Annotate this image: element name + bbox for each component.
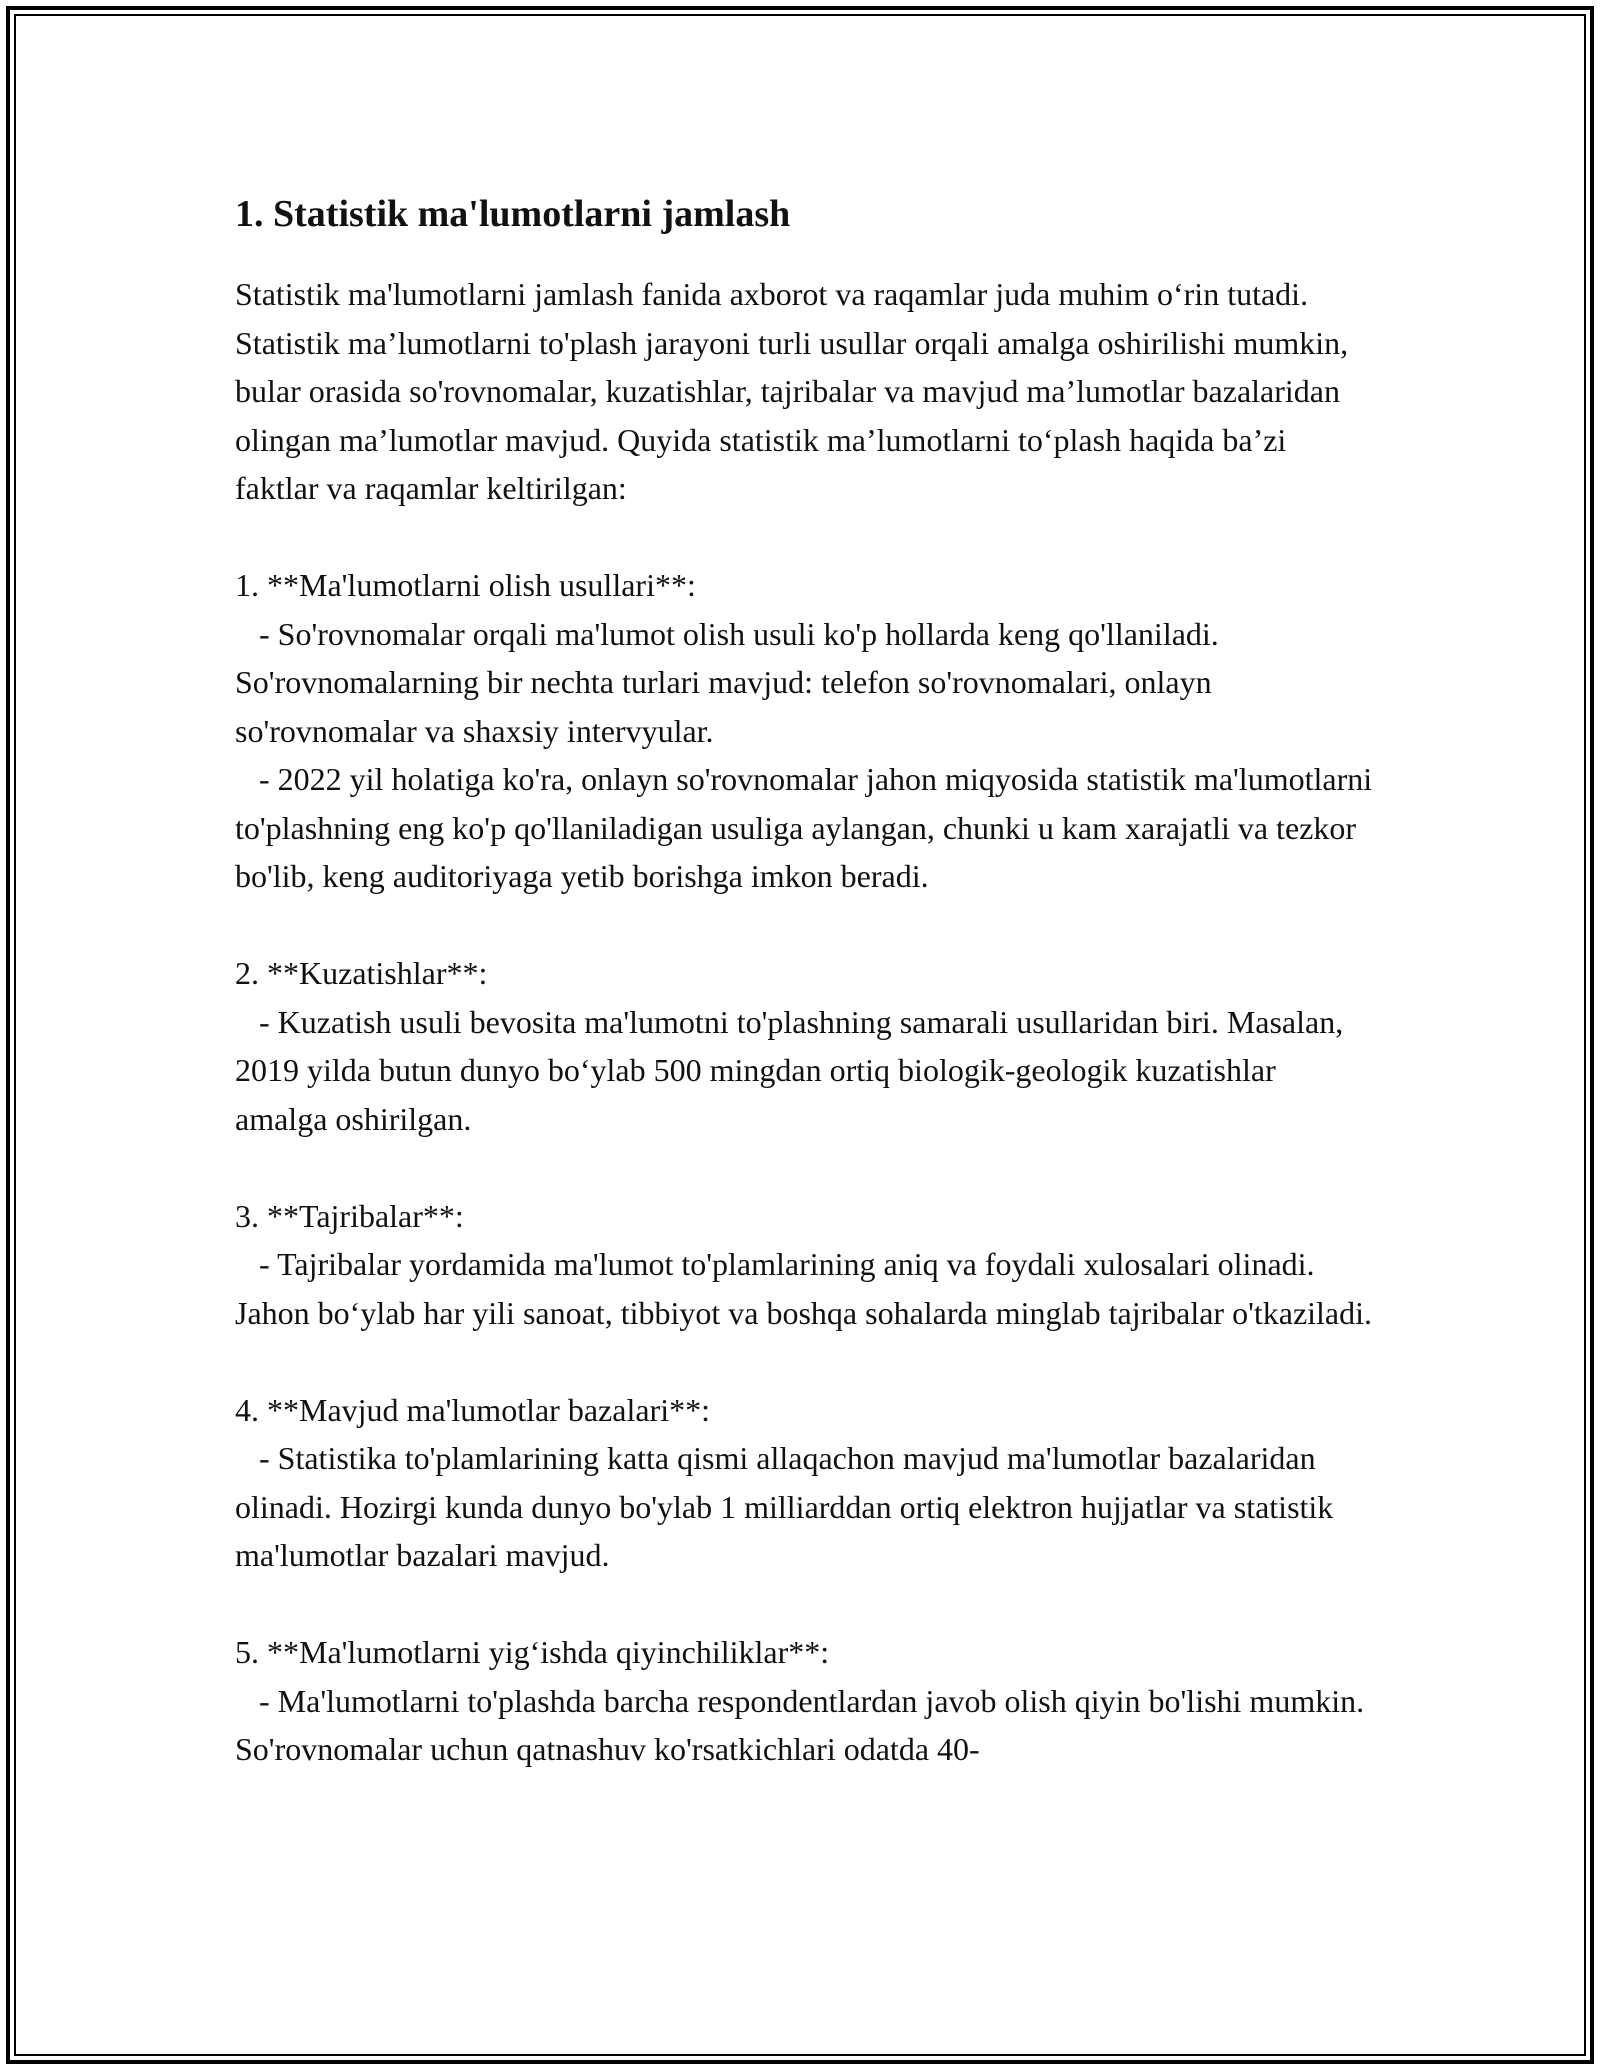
bullet-item: - Statistika to'plamlarining katta qismi allaqachon mavjud ma'lumotlar bazalaridan olinadi. Hozirgi kunda dunyo bo'ylab 1 milliarddan ortiq elektron hujjatlar va statistik ma'lumotlar bazalari mavjud.	[235, 1440, 1342, 1573]
bullet-item: - Tajribalar yordamida ma'lumot to'plamlarining aniq va foydali xulosalari olinadi. Jahon bo‘ylab har yili sanoat, tibbiyot va boshqa sohalarda minglab tajribalar o'tkaziladi.	[235, 1246, 1373, 1331]
section-experiments	[235, 1192, 1375, 1338]
bullet-item: - Ma'lumotlarni to'plashda barcha respondentlardan javob olish qiyin bo'lishi mumkin. So'rovnomalar uchun qatnashuv ko'rsatkichlari odatda 40-	[235, 1682, 1373, 1767]
section-heading: 5. **Ma'lumotlarni yig‘ishda qiyinchiliklar**:	[235, 1634, 830, 1670]
bullet-item: - So'rovnomalar orqali ma'lumot olish usuli ko'p hollarda keng qo'llaniladi. So'rovnomalarning bir nechta turlari mavjud: telefon so'rovnomalari, onlayn so'rovnomalar va shaxsiy intervyular.	[235, 615, 1227, 749]
document-page	[235, 188, 1381, 1774]
bullet-item: - Kuzatish usuli bevosita ma'lumotni to'plashning samarali usullaridan biri. Masalan, 2019 yilda butun dunyo bo‘ylab 500 mingdan ortiq biologik-geologik kuzatishlar amalga oshirilgan.	[235, 1003, 1352, 1137]
section-difficulties	[235, 1628, 1375, 1774]
section-heading: 2. **Kuzatishlar**:	[235, 955, 488, 991]
spacer	[235, 1143, 1375, 1192]
spacer	[235, 901, 1375, 950]
bullet-item: - 2022 yil holatiga ko'ra, onlayn so'rovnomalar jahon miqyosida statistik ma'lumotlarni to'plashning eng ko'p qo'llaniladigan usuliga aylangan, chunki u kam xarajatli va tezkor bo'lib, keng auditoriyaga yetib borishga imkon beradi.	[235, 761, 1381, 894]
section-observations	[235, 949, 1375, 1143]
section-heading: 3. **Tajribalar**:	[235, 1197, 464, 1234]
document-title: 1. Statistik ma'lumotlarni jamlash	[235, 193, 791, 235]
section-methods	[235, 561, 1381, 901]
section-heading: 4. **Mavjud ma'lumotlar bazalari**:	[235, 1391, 710, 1428]
section-heading: 1. **Ma'lumotlarni olish usullari**:	[235, 567, 696, 603]
section-databases	[235, 1386, 1375, 1580]
intro-paragraph: Statistik ma'lumotlarni jamlash fanida axborot va raqamlar juda muhim o‘rin tutadi. Statistik ma’lumotlarni to'plash jarayoni turli usullar orqali amalga oshirilishi mumkin, bular orasida so'rovnomalar, kuzatishlar, tajribalar va mavjud ma’lumotlar bazalaridan olingan ma’lumotlar mavjud. Quyida statistik ma’lumotlarni to‘plash haqida ba’zi faktlar va raqamlar keltirilgan:	[235, 276, 1357, 506]
spacer	[235, 1337, 1375, 1386]
spacer	[235, 1580, 1375, 1629]
spacer	[235, 513, 1375, 562]
